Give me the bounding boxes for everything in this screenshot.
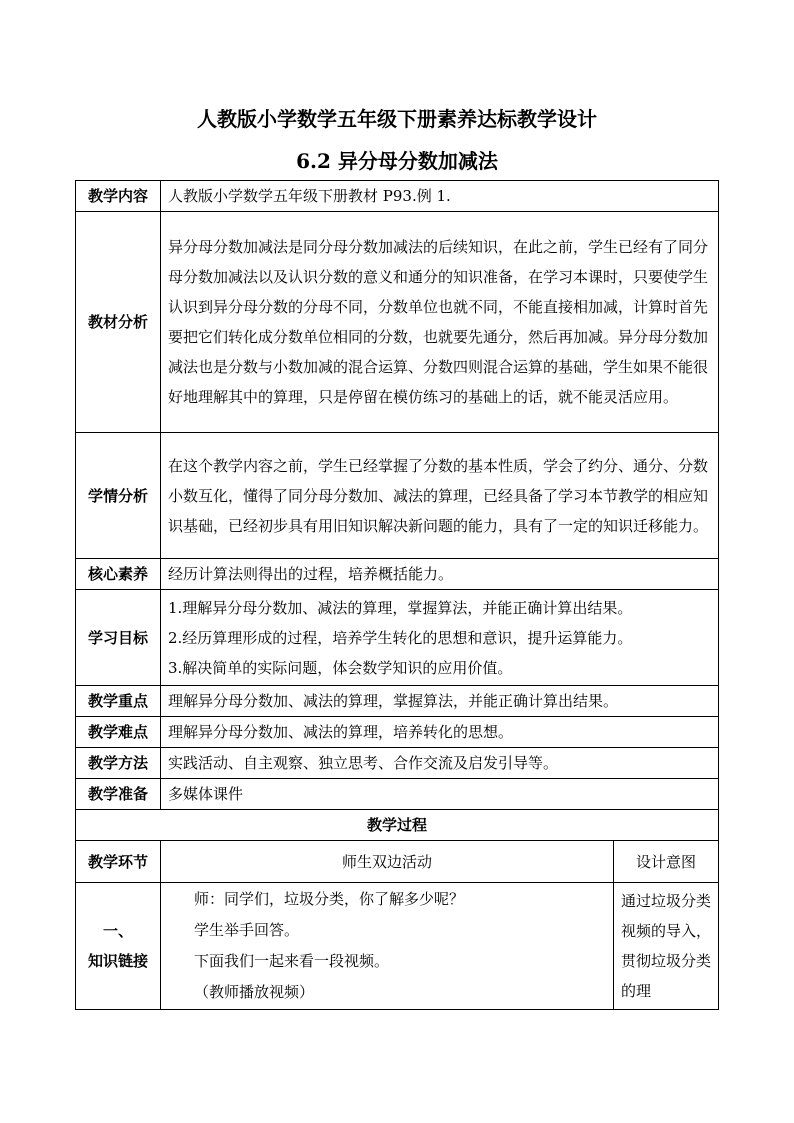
label-method: 教学方法	[76, 748, 161, 779]
row-process-heading	[76, 810, 719, 841]
stage-1-name: 知识链接	[87, 952, 148, 970]
row-prep	[76, 779, 719, 810]
text-method: 实践活动、自主观察、独立思考、合作交流及启发引导等。	[161, 748, 719, 779]
label-prep: 教学准备	[76, 779, 161, 810]
col-intent: 设计意图	[614, 841, 719, 883]
row-process-columns	[76, 841, 719, 883]
row-material	[76, 212, 719, 433]
col-activity: 师生双边活动	[161, 841, 614, 883]
row-key	[76, 686, 719, 717]
process-heading: 教学过程	[76, 810, 719, 841]
goal-item: 1.理解异分母分数加、减法的算理，掌握算法，并能正确计算出结果。	[168, 598, 633, 617]
row-method	[76, 748, 719, 779]
text-students: 在这个教学内容之前，学生已经掌握了分数的基本性质，学会了约分、通分、分数小数互化，懂得了同分母分数加、减法的算理，已经具备了学习本节教学的相应知识基础，已经初步具有用旧知识解决新问题的能力，具有了一定的知识迁移能力。	[161, 433, 719, 559]
label-key: 教学重点	[76, 686, 161, 717]
goal-item: 2.经历算理形成的过程，培养学生转化的思想和意识，提升运算能力。	[168, 628, 633, 647]
text-material: 异分母分数加减法是同分母分数加减法的后续知识，在此之前，学生已经有了同分母分数加减法以及认识分数的意义和通分的知识准备，在学习本课时，只要使学生认识到异分母分数的分母不同，分数单位也就不同，不能直接相加减，计算时首先要把它们转化成分数单位相同的分数，也就要先通分，然后再加减。异分母分数加减法也是分数与小数加减的混合运算、分数四则混合运算的基础，学生如果不能很好地理解其中的算理，只是停留在模仿练习的基础上的话，就不能灵活应用。	[161, 212, 719, 433]
text-key: 理解异分母分数加、减法的算理，掌握算法，并能正确计算出结果。	[161, 686, 719, 717]
row-difficult	[76, 717, 719, 748]
goal-item: 3.解决简单的实际问题，体会数学知识的应用价值。	[168, 658, 513, 677]
label-difficult: 教学难点	[76, 717, 161, 748]
activity-line: 学生举手回答。	[194, 921, 300, 939]
row-content	[76, 181, 719, 212]
activity-line: 师：同学们，垃圾分类，你了解多少呢？	[194, 890, 465, 908]
text-content: 人教版小学数学五年级下册教材 P93.例 1.	[161, 181, 719, 212]
col-stage: 教学环节	[76, 841, 161, 883]
stage-1-number: 一、	[102, 922, 133, 940]
stage-1-intent: 通过垃圾分类视频的导入，贯彻垃圾分类的理	[614, 883, 719, 1010]
row-goals	[76, 590, 719, 686]
label-literacy: 核心素养	[76, 559, 161, 590]
document-subtitle: 6.2 异分母分数加减法	[296, 149, 498, 173]
label-content: 教学内容	[76, 181, 161, 212]
activity-line: （教师播放视频）	[194, 983, 315, 1001]
row-literacy	[76, 559, 719, 590]
lesson-plan-table	[75, 180, 719, 1010]
label-students: 学情分析	[76, 433, 161, 559]
text-difficult: 理解异分母分数加、减法的算理，培养转化的思想。	[161, 717, 719, 748]
activity-line: 下面我们一起来看一段视频。	[194, 952, 390, 970]
row-students	[76, 433, 719, 559]
text-prep: 多媒体课件	[161, 779, 719, 810]
label-goals: 学习目标	[76, 590, 161, 686]
row-stage-1	[76, 883, 719, 1010]
stage-1-label	[76, 883, 161, 1010]
text-literacy: 经历计算法则得出的过程，培养概括能力。	[161, 559, 719, 590]
label-material: 教材分析	[76, 212, 161, 433]
stage-1-activities	[161, 883, 614, 1010]
document-title: 人教版小学数学五年级下册素养达标教学设计	[197, 107, 597, 131]
goals-list	[161, 590, 719, 686]
